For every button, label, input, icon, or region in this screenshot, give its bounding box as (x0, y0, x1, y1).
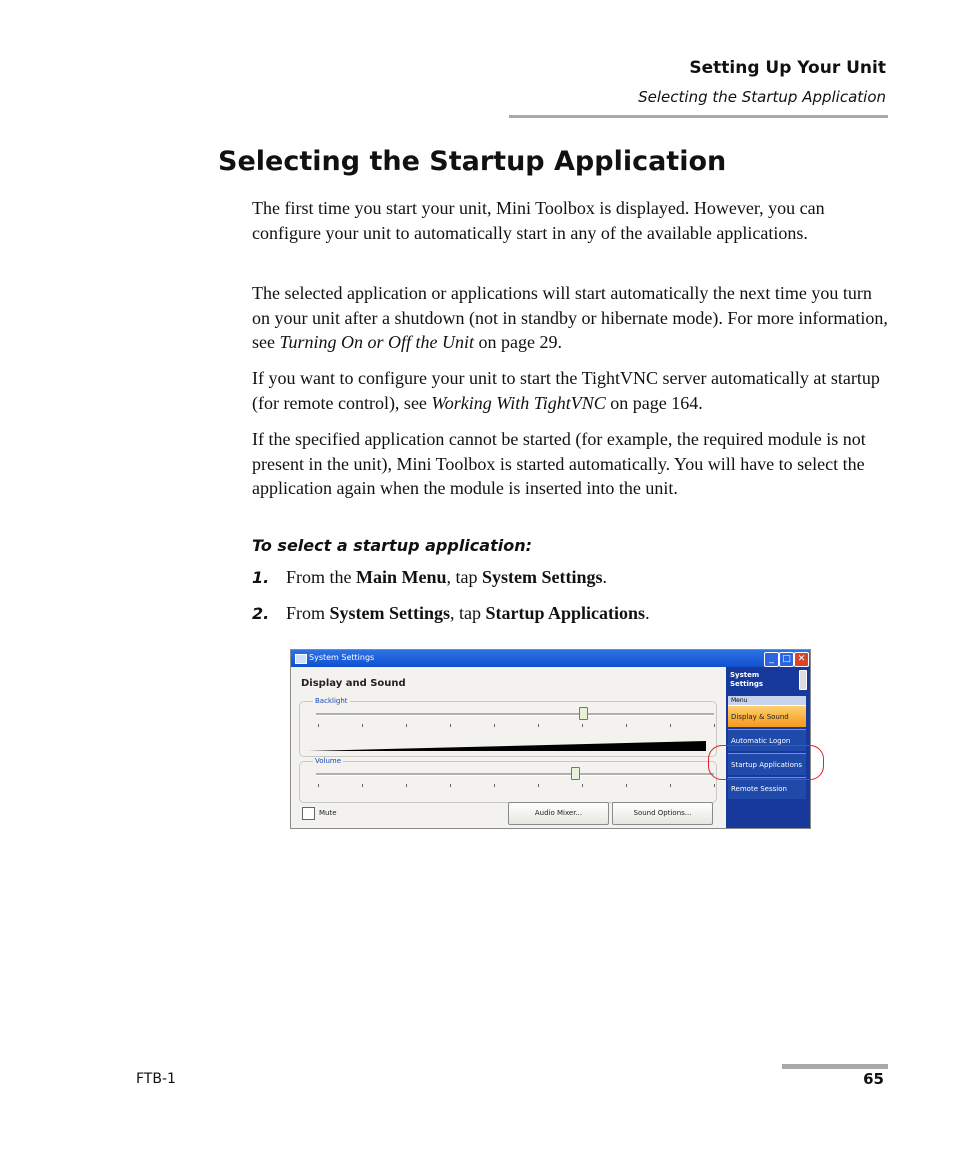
sound-options-button[interactable]: Sound Options... (612, 802, 713, 825)
slider-tick (362, 724, 363, 727)
slider-tick (582, 784, 583, 787)
header-section: Selecting the Startup Application (638, 88, 886, 106)
step-number: 2. (252, 604, 270, 623)
paragraph-3 (252, 366, 888, 415)
header-rule (509, 115, 888, 118)
settings-content (291, 667, 726, 828)
paragraph-3-tail: on page 164. (605, 392, 703, 413)
paragraph-2-text: The selected application or applications will start automatically the next time you turn on your unit after a shutdown (not in standby or hibernate mode). For more information, see (252, 283, 888, 352)
section-title: Display and Sound (301, 678, 406, 689)
slider-tick (626, 724, 627, 727)
backlight-track[interactable] (316, 713, 714, 716)
slider-tick (450, 724, 451, 727)
step-number: 1. (252, 568, 270, 587)
step-keyword: System Settings (329, 603, 451, 623)
cross-reference-link[interactable]: Working With TightVNC (431, 392, 606, 413)
slider-tick (626, 784, 627, 787)
paragraph-4: If the specified application cannot be started (for example, the required module is not present in the unit), Mini Toolbox is started automatically. You will have to select the application again when the module is inserted into the unit. (252, 429, 866, 498)
backlight-thumb[interactable] (579, 707, 588, 720)
header-chapter: Setting Up Your Unit (689, 58, 886, 78)
slider-tick (318, 724, 319, 727)
slider-tick (714, 784, 715, 787)
sidebar-item-startup-applications[interactable]: Startup Applications (728, 753, 806, 775)
step-text: From System Settings, tap Startup Applications. (286, 603, 650, 623)
slider-tick (670, 784, 671, 787)
startup-applications-highlight (708, 745, 824, 780)
mute-label: Mute (319, 809, 337, 817)
slider-tick (362, 784, 363, 787)
sidebar-title: System Settings (730, 671, 764, 688)
page-number: 65 (863, 1070, 884, 1088)
window-title: System Settings (309, 653, 375, 662)
backlight-group (299, 697, 717, 757)
paragraph-1: The first time you start your unit, Mini Toolbox is displayed. However, you can configure your unit to automatically start in any of the available applications. (252, 198, 825, 243)
close-icon[interactable]: ✕ (794, 652, 809, 667)
slider-tick (582, 724, 583, 727)
slider-tick (670, 724, 671, 727)
step-text: From the Main Menu, tap System Settings. (286, 567, 608, 587)
minimize-icon[interactable]: _ (764, 652, 779, 667)
step-keyword: Main Menu (356, 567, 447, 587)
cross-reference-link[interactable]: Turning On or Off the Unit (279, 332, 475, 352)
paragraph-2-tail: on page 29. (474, 332, 562, 352)
maximize-icon[interactable]: □ (779, 652, 794, 667)
sidebar-item-automatic-logon[interactable]: Automatic Logon (728, 729, 806, 751)
volume-thumb[interactable] (571, 767, 580, 780)
volume-track[interactable] (316, 773, 714, 776)
paragraph-2 (252, 281, 888, 355)
volume-group (299, 757, 717, 803)
backlight-label: Backlight (315, 697, 348, 705)
slider-tick (538, 784, 539, 787)
page-title: Selecting the Startup Application (218, 146, 727, 177)
step-keyword: System Settings (482, 567, 603, 587)
slider-tick (318, 784, 319, 787)
slider-tick (538, 724, 539, 727)
slider-tick (450, 784, 451, 787)
backlight-brightness-wedge (308, 740, 708, 752)
battery-icon (799, 670, 807, 690)
paragraph-3-text: If you want to configure your unit to start the TightVNC server automatically at startup (for remote control), see (252, 368, 880, 413)
step-keyword: Startup Applications (485, 603, 646, 623)
mute-checkbox[interactable] (302, 807, 315, 820)
window-titlebar (291, 650, 810, 667)
slider-tick (714, 724, 715, 727)
sidebar-item-remote-session[interactable]: Remote Session (728, 777, 806, 799)
procedure-title: To select a startup application: (252, 536, 532, 555)
audio-mixer-button[interactable]: Audio Mixer... (508, 802, 609, 825)
window-icon (295, 654, 307, 664)
sidebar-item-display-sound[interactable]: Display & Sound (728, 705, 806, 727)
system-settings-screenshot (290, 649, 811, 829)
slider-tick (494, 724, 495, 727)
slider-tick (494, 784, 495, 787)
volume-label: Volume (315, 757, 342, 765)
footer-rule (782, 1064, 888, 1069)
footer-product: FTB-1 (136, 1071, 176, 1087)
sidebar-menu-header: Menu (728, 696, 806, 705)
slider-tick (406, 784, 407, 787)
slider-tick (406, 724, 407, 727)
